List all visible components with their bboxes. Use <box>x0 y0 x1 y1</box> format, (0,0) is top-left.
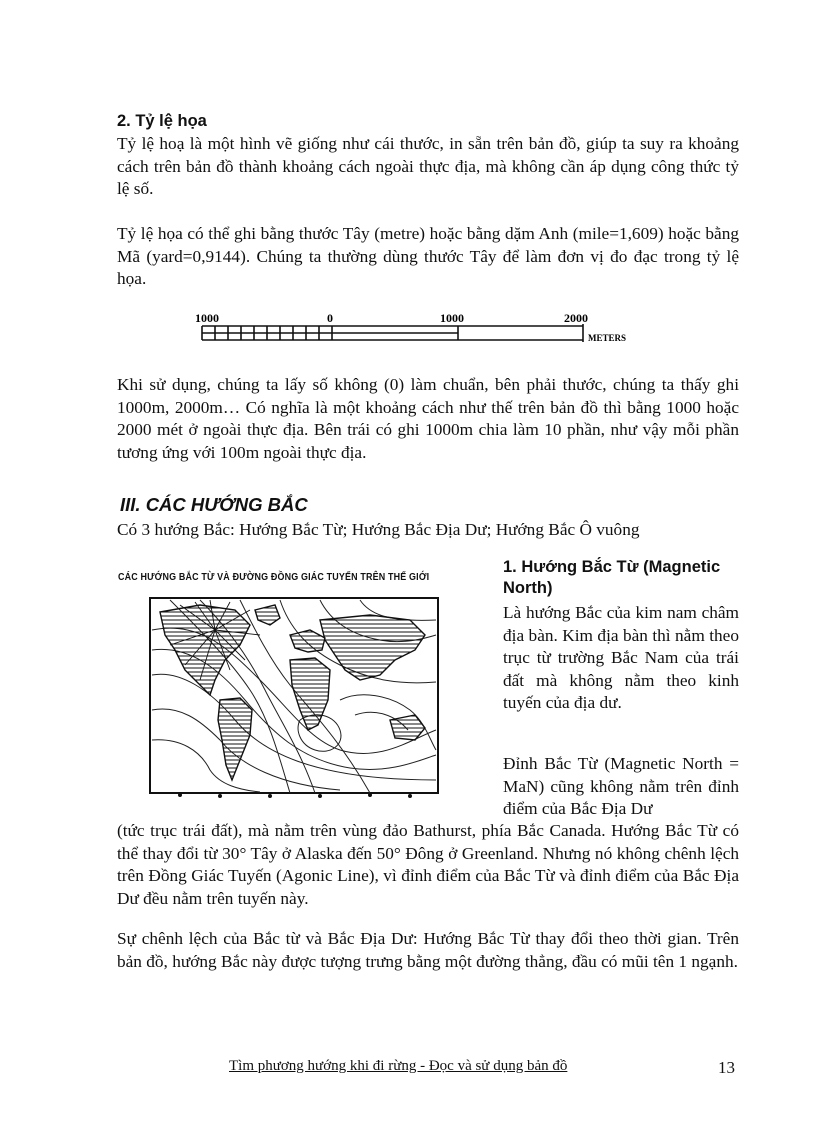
scale-label-2000: 2000 <box>564 311 588 325</box>
paragraph-scale-usage: Khi sử dụng, chúng ta lấy số không (0) làm chuẩn, bên phải thước, chúng ta thấy ghi 1000m, 2000m… Có nghĩa là một khoảng cách như thế trên bản đồ thì bằng 1000 hoặc 2000 mét ở ngoài thực địa. Bên trái có ghi 1000m chia làm 10 phần, như vậy mỗi phần tương ứng với 100m ngoài thực địa. <box>117 375 739 462</box>
scale-unit-label: METERS <box>588 333 627 343</box>
map-caption: CÁC HƯỚNG BẮC TỪ VÀ ĐƯỜNG ĐỒNG GIÁC TUYẾN TRÊN THẾ GIỚI <box>118 571 430 583</box>
paragraph-north-intro: Có 3 hướng Bắc: Hướng Bắc Từ; Hướng Bắc Địa Dư; Hướng Bắc Ô vuông <box>117 520 640 539</box>
paragraph-scale-definition: Tỷ lệ hoạ là một hình vẽ giống như cái thước, in sẵn trên bản đồ, giúp ta suy ra khoảng cách trên bản đồ thành khoảng cách ngoài thực địa, mà không cần áp dụng công thức tỷ lệ số. <box>117 134 739 198</box>
scale-bar-graphic <box>190 310 670 352</box>
subheading-magnetic-north: 1. Hướng Bắc Từ (Magnetic North) <box>503 558 721 597</box>
paragraph-magnetic-definition: Là hướng Bắc của kim nam châm địa bàn. Kim địa bàn thì nằm theo trục từ trường Bắc Nam của trái đất mà không nằm theo kinh tuyến của địa dư. <box>503 603 739 712</box>
paragraph-declination: Sự chênh lệch của Bắc từ và Bắc Địa Dư: Hướng Bắc Từ thay đổi theo thời gian. Trên bản đồ, hướng Bắc này được tượng trưng bằng một đường thẳng, đầu có mũi tên 1 ngạnh. <box>117 929 739 971</box>
section-heading-scale: 2. Tỷ lệ họa <box>117 112 207 130</box>
scale-label-1000: 1000 <box>440 311 464 325</box>
page-number: 13 <box>718 1058 735 1077</box>
footer-title: Tìm phương hướng khi đi rừng - Đọc và sử dụng bản đồ <box>229 1058 568 1074</box>
scale-label-left: 1000 <box>195 311 219 325</box>
scale-ruler <box>202 324 583 342</box>
paragraph-bathurst: (tức trục trái đất), mà nằm trên vùng đảo Bathurst, phía Bắc Canada. Hướng Bắc Từ có thể thay đổi từ 30° Tây ở Alaska đến 50° Đông ở Greenland. Nhưng nó không chênh lệch trên Đồng Giác Tuyến (Agonic Line), vì đỉnh điểm của Bắc Từ và đỉnh điểm của Bắc Địa Dư đều nằm trên tuyến này. <box>117 821 739 908</box>
paragraph-scale-units: Tỷ lệ họa có thể ghi bằng thước Tây (metre) hoặc bằng dặm Anh (mile=1,609) hoặc bằng Mã (yard=0,9144). Chúng ta thường dùng thước Tây để làm đơn vị đo đạc trong tỷ lệ họa. <box>117 224 739 288</box>
scale-label-zero: 0 <box>327 311 333 325</box>
section-heading-north: III. CÁC HƯỚNG BẮC <box>120 494 308 515</box>
world-magnetic-map <box>140 590 450 810</box>
paragraph-magnetic-pole: Đỉnh Bắc Từ (Magnetic North = MaN) cũng không nằm trên đỉnh điểm của Bắc Địa Dư <box>503 754 739 818</box>
